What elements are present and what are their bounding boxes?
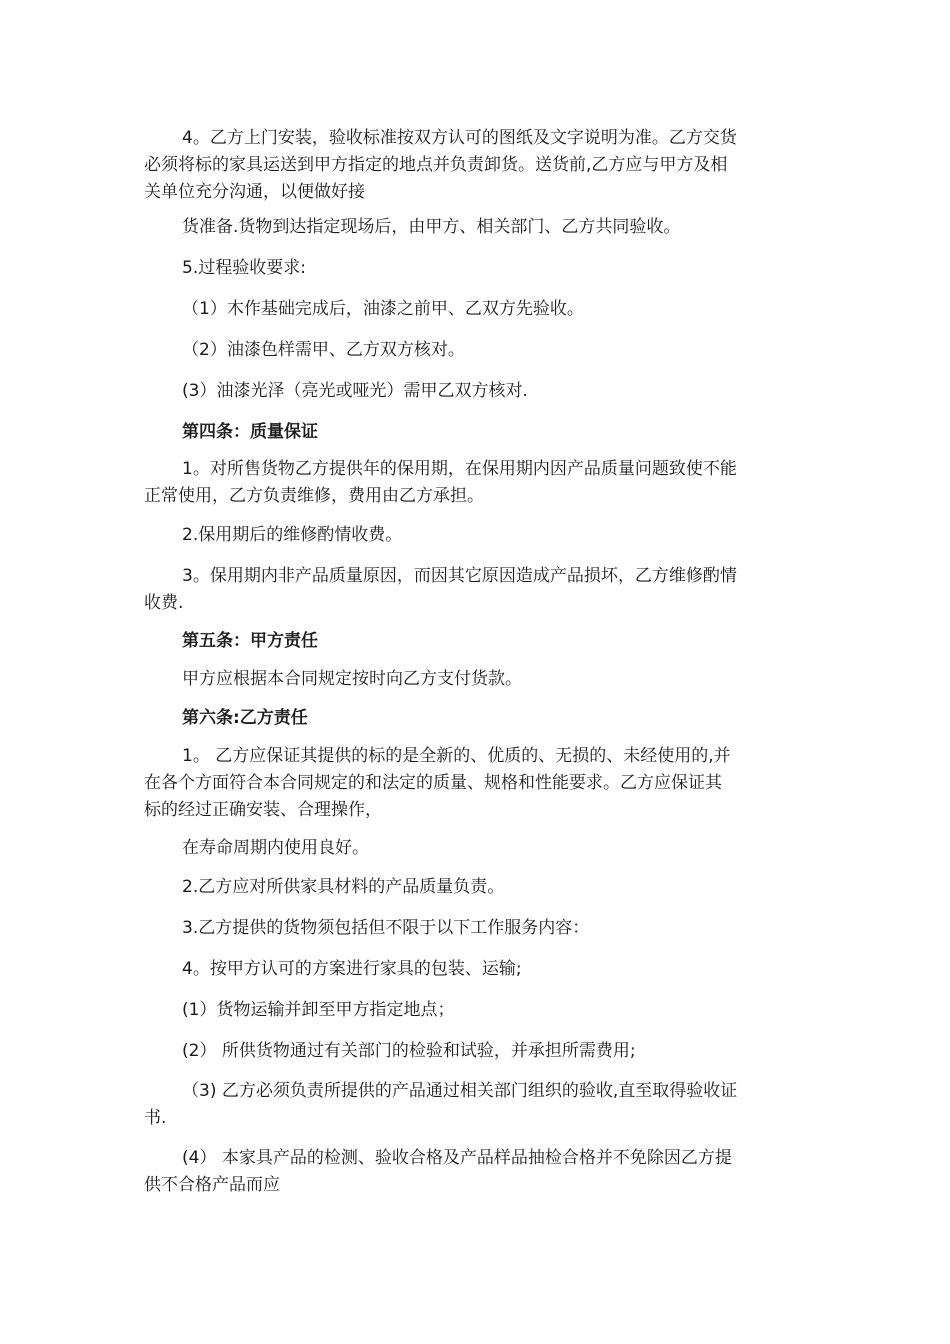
paragraph: （2）油漆色样需甲、乙方双方核对。	[182, 340, 465, 360]
paragraph: 5.过程验收要求:	[182, 258, 306, 278]
paragraph: 4。按甲方认可的方案进行家具的包装、运输;	[182, 959, 522, 979]
paragraph-line: 3。保用期内非产品质量原因，而因其它原因造成产品损坏，乙方维修酌情	[182, 566, 737, 586]
paragraph-line: 书.	[144, 1108, 167, 1128]
paragraph: （1）木作基础完成后，油漆之前甲、乙双方先验收。	[182, 299, 584, 319]
paragraph-line: 关单位充分沟通，以便做好接	[144, 182, 365, 202]
paragraph-line: 正常使用，乙方负责维修，费用由乙方承担。	[144, 486, 484, 506]
paragraph: 2.保用期后的维修酌情收费。	[182, 525, 403, 545]
paragraph-line: 必须将标的家具运送到甲方指定的地点并负责卸货。送货前,乙方应与甲方及相	[144, 155, 728, 175]
paragraph-line: 供不合格产品而应	[144, 1175, 280, 1195]
paragraph-line: （3) 乙方必须负责所提供的产品通过相关部门组织的验收,直至取得验收证	[182, 1081, 738, 1101]
paragraph: 3.乙方提供的货物须包括但不限于以下工作服务内容：	[182, 918, 590, 938]
paragraph-line: (4） 本家具产品的检测、验收合格及产品样品抽检合格并不免除因乙方提	[182, 1148, 732, 1168]
paragraph: 2.乙方应对所供家具材料的产品质量负责。	[182, 877, 505, 897]
section-heading: 第六条:乙方责任	[182, 708, 308, 728]
section-heading: 第四条：质量保证	[182, 422, 318, 442]
paragraph-line: 1。对所售货物乙方提供年的保用期，在保用期内因产品质量问题致使不能	[182, 459, 737, 479]
paragraph-line: 4。乙方上门安装，验收标准按双方认可的图纸及文字说明为准。乙方交货	[182, 128, 737, 148]
paragraph-line: 1。 乙方应保证其提供的标的是全新的、优质的、无损的、未经使用的,并	[182, 746, 731, 766]
section-heading: 第五条：甲方责任	[182, 631, 318, 651]
paragraph: 在寿命周期内使用良好。	[182, 838, 369, 858]
paragraph-line: 在各个方面符合本合同规定的和法定的质量、规格和性能要求。乙方应保证其	[144, 773, 722, 793]
paragraph-line: 收费.	[144, 593, 184, 613]
paragraph: (2） 所供货物通过有关部门的检验和试验，并承担所需费用;	[182, 1041, 636, 1061]
paragraph: 甲方应根据本合同规定按时向乙方支付货款。	[182, 669, 522, 689]
paragraph: (3）油漆光泽（亮光或哑光）需甲乙双方核对.	[182, 381, 528, 401]
paragraph: 货准备.货物到达指定现场后，由甲方、相关部门、乙方共同验收。	[182, 217, 681, 237]
paragraph: (1）货物运输并卸至甲方指定地点；	[182, 1000, 455, 1020]
paragraph-line: 标的经过正确安装、合理操作，	[144, 800, 382, 820]
